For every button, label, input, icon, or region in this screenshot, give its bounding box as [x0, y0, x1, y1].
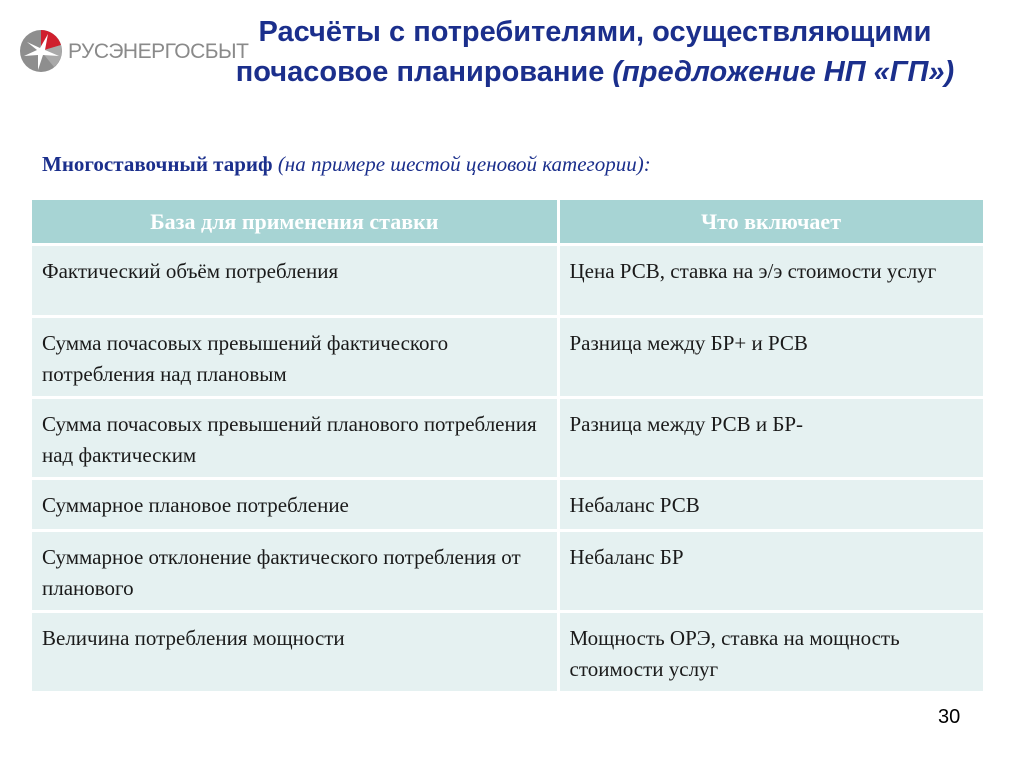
- title-line-2-plain: почасовое планирование: [235, 56, 613, 88]
- cell-base: Суммарное плановое потребление: [32, 479, 558, 531]
- cell-includes: Цена РСВ, ставка на э/э стоимости услуг: [558, 245, 984, 317]
- subtitle-bold: Многоставочный тариф: [42, 152, 273, 176]
- cell-base: Фактический объём потребления: [32, 245, 558, 317]
- cell-includes: Разница между БР+ и РСВ: [558, 317, 984, 398]
- cell-includes: Небаланс БР: [558, 531, 984, 612]
- cell-base: Суммарное отклонение фактического потребления от планового: [32, 531, 558, 612]
- cell-base: Сумма почасовых превышений планового потребления над фактическим: [32, 398, 558, 479]
- logo-wordmark: РУСЭНЕРГОСБЫТ: [68, 40, 249, 63]
- title-line-1: Расчёты с потребителями, осуществляющими: [258, 16, 932, 48]
- header-base: База для применения ставки: [32, 200, 558, 245]
- page-title: [170, 12, 1020, 92]
- table-row: [32, 245, 984, 317]
- table-row: [32, 531, 984, 612]
- title-line-2-italic: (предложение НП «ГП»): [612, 56, 955, 88]
- tariff-table: [32, 200, 986, 694]
- subtitle-italic: (на примере шестой ценовой категории):: [277, 152, 651, 176]
- page-number: 30: [938, 706, 961, 728]
- table-row: [32, 479, 984, 531]
- cell-includes: Мощность ОРЭ, ставка на мощность стоимости услуг: [558, 612, 984, 693]
- title-line-2: [170, 52, 1020, 92]
- table-row: [32, 317, 984, 398]
- logo-star-icon: [18, 28, 64, 74]
- table-row: [32, 398, 984, 479]
- subtitle: [42, 152, 651, 177]
- cell-base: Величина потребления мощности: [32, 612, 558, 693]
- cell-includes: Небаланс РСВ: [558, 479, 984, 531]
- table-header-row: [32, 200, 984, 245]
- cell-includes: Разница между РСВ и БР-: [558, 398, 984, 479]
- cell-base: Сумма почасовых превышений фактического потребления над плановым: [32, 317, 558, 398]
- header-includes: Что включает: [558, 200, 984, 245]
- table-row: [32, 612, 984, 693]
